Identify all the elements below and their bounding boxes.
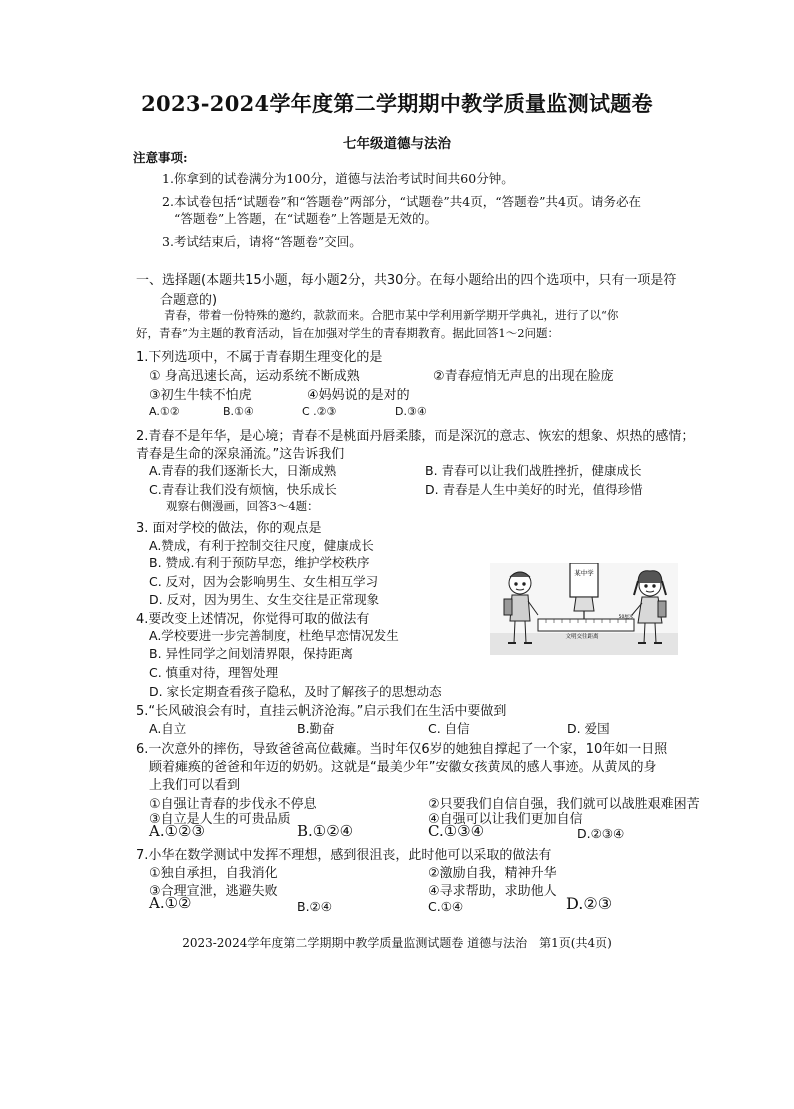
q6-option-c[interactable]: C.①③④	[428, 822, 485, 840]
q5-option-d[interactable]: D. 爱国	[567, 721, 610, 736]
question-2-stem: 2.青春不是年华，是心境；青春不是桃面丹唇柔膝，而是深沉的意志、恢宏的想象、炽热的感情；	[136, 429, 695, 444]
notice-item-2: 2.本试卷包括“试题卷”和“答题卷”两部分，“试题卷”共4页，“答题卷”共4页。请务必在	[162, 194, 641, 209]
question-6-stem-cont: 顾着瘫痪的爸爸和年迈的奶奶。这就是“最美少年”安徽女孩黄凤的感人事迹。从黄凤的身	[149, 760, 657, 775]
question-7-stem: 7.小华在数学测试中发挥不理想，感到很沮丧，此时他可以采取的做法有	[136, 848, 552, 863]
q7-option-c[interactable]: C.①④	[428, 899, 464, 914]
q3-option-d[interactable]: D. 反对，因为男生、女生交往是正常现象	[149, 592, 380, 607]
q1-option-b[interactable]: B.①④	[223, 405, 254, 418]
q4-option-a[interactable]: A.学校要进一步完善制度，杜绝早恋情况发生	[149, 628, 399, 643]
q4-option-c[interactable]: C. 慎重对待，理智处理	[149, 665, 279, 680]
q1-option-a[interactable]: A.①②	[149, 405, 180, 418]
question-2-stem-cont: 青春是生命的深泉涌流。”这告诉我们	[136, 447, 345, 462]
intro-text-cont: 好，青春”为主题的教育活动，旨在加强对学生的青春期教育。据此回答1～2问题：	[136, 326, 560, 340]
question-5-stem: 5.“长风破浪会有时，直挂云帆济沧海。”启示我们在生活中要做到	[136, 704, 507, 719]
notice-heading: 注意事项:	[133, 150, 188, 165]
q5-option-c[interactable]: C. 自信	[428, 721, 470, 736]
q2-option-b[interactable]: B. 青春可以让我们战胜挫折，健康成长	[425, 463, 642, 478]
q6-option-a[interactable]: A.①②③	[149, 822, 205, 840]
q1-statement-3: ③初生牛犊不怕虎	[149, 388, 252, 403]
q2-option-c[interactable]: C.青春让我们没有烦恼，快乐成长	[149, 482, 337, 497]
q6-statement-4: ④自强可以让我们更加自信	[428, 812, 583, 827]
q6-statement-2: ②只要我们自信自强，我们就可以战胜艰难困苦	[428, 797, 700, 812]
question-4-stem: 4.要改变上述情况，你觉得可取的做法有	[136, 612, 370, 627]
q6-option-b[interactable]: B.①②④	[297, 822, 354, 840]
q3-option-b[interactable]: B. 赞成.有利于预防早恋，维护学校秩序	[149, 555, 370, 570]
q6-option-d[interactable]: D.②③④	[577, 826, 625, 841]
q1-statement-2: ②青春痘悄无声息的出现在脸庞	[433, 369, 614, 384]
school-sign-text: 某中学	[574, 569, 594, 577]
q1-statement-4: ④妈妈说的是对的	[307, 388, 410, 403]
section-heading-cont: 合题意的)	[160, 293, 218, 308]
q5-option-a[interactable]: A.自立	[149, 721, 187, 736]
notice-item-2-cont: “答题卷”上答题，在“试题卷”上答题是无效的。	[174, 211, 438, 226]
question-6-stem-cont2: 上我们可以看到	[149, 778, 241, 793]
q7-statement-1: ①独自承担，自我消化	[149, 866, 278, 881]
page-footer: 2023-2024学年度第二学期期中教学质量监测试题卷 道德与法治 第1页(共4页)	[182, 936, 612, 950]
q1-option-d[interactable]: D.③④	[395, 405, 427, 418]
intro-text: 青春，带着一份特殊的邀约，款款而来。合肥市某中学利用新学期开学典礼，进行了以“你	[164, 308, 619, 322]
question-6-stem: 6.一次意外的摔伤，导致爸爸高位截瘫。当时年仅6岁的她独自撑起了一个家，10年如一日照	[136, 742, 668, 757]
q6-statement-1: ①自强让青春的步伐永不停息	[149, 797, 317, 812]
cartoon-intro: 观察右侧漫画，回答3～4题：	[166, 499, 319, 513]
q7-statement-3: ③合理宣泄，逃避失败	[149, 884, 278, 899]
section-heading: 一、选择题(本题共15小题，每小题2分，共30分。在每小题给出的四个选项中，只有一项是符	[136, 273, 677, 288]
q7-option-a[interactable]: A.①②	[149, 894, 192, 912]
q4-option-b[interactable]: B. 异性同学之间划清界限，保持距离	[149, 646, 354, 661]
ruler-label: 文明交往距离	[565, 634, 599, 640]
q1-option-c[interactable]: C .②③	[302, 405, 337, 418]
exam-subject: 七年级道德与法治	[343, 136, 451, 152]
q3-option-a[interactable]: A.赞成，有利于控制交往尺度，健康成长	[149, 538, 374, 553]
notice-item-3: 3.考试结束后，请将“答题卷”交回。	[162, 234, 362, 249]
q7-option-b[interactable]: B.②④	[297, 899, 332, 914]
q3-option-c[interactable]: C. 反对，因为会影响男生、女生相互学习	[149, 574, 379, 589]
q1-statement-1: ① 身高迅速长高，运动系统不断成熟	[149, 369, 360, 384]
q2-option-d[interactable]: D. 青春是人生中美好的时光，值得珍惜	[425, 482, 643, 497]
q7-option-d[interactable]: D.②③	[566, 894, 613, 913]
question-3-stem: 3. 面对学校的做法，你的观点是	[136, 521, 322, 536]
question-1-stem: 1.下列选项中，不属于青春期生理变化的是	[136, 350, 383, 365]
q2-option-a[interactable]: A.青春的我们逐渐长大，日渐成熟	[149, 463, 337, 478]
exam-title: 2023-2024学年度第二学期期中教学质量监测试题卷	[141, 91, 653, 116]
q5-option-b[interactable]: B.勤奋	[297, 721, 335, 736]
q6-statement-3: ③自立是人生的可贵品质	[149, 812, 291, 827]
distance-tag: 50厘米	[618, 615, 634, 620]
notice-item-1: 1.你拿到的试卷满分为100分，道德与法治考试时间共60分钟。	[162, 171, 514, 186]
q4-option-d[interactable]: D. 家长定期查看孩子隐私，及时了解孩子的思想动态	[149, 684, 442, 699]
q7-statement-4: ④寻求帮助，求助他人	[428, 884, 557, 899]
q7-statement-2: ②激励自我，精神升华	[428, 866, 557, 881]
cartoon-illustration	[490, 563, 678, 655]
